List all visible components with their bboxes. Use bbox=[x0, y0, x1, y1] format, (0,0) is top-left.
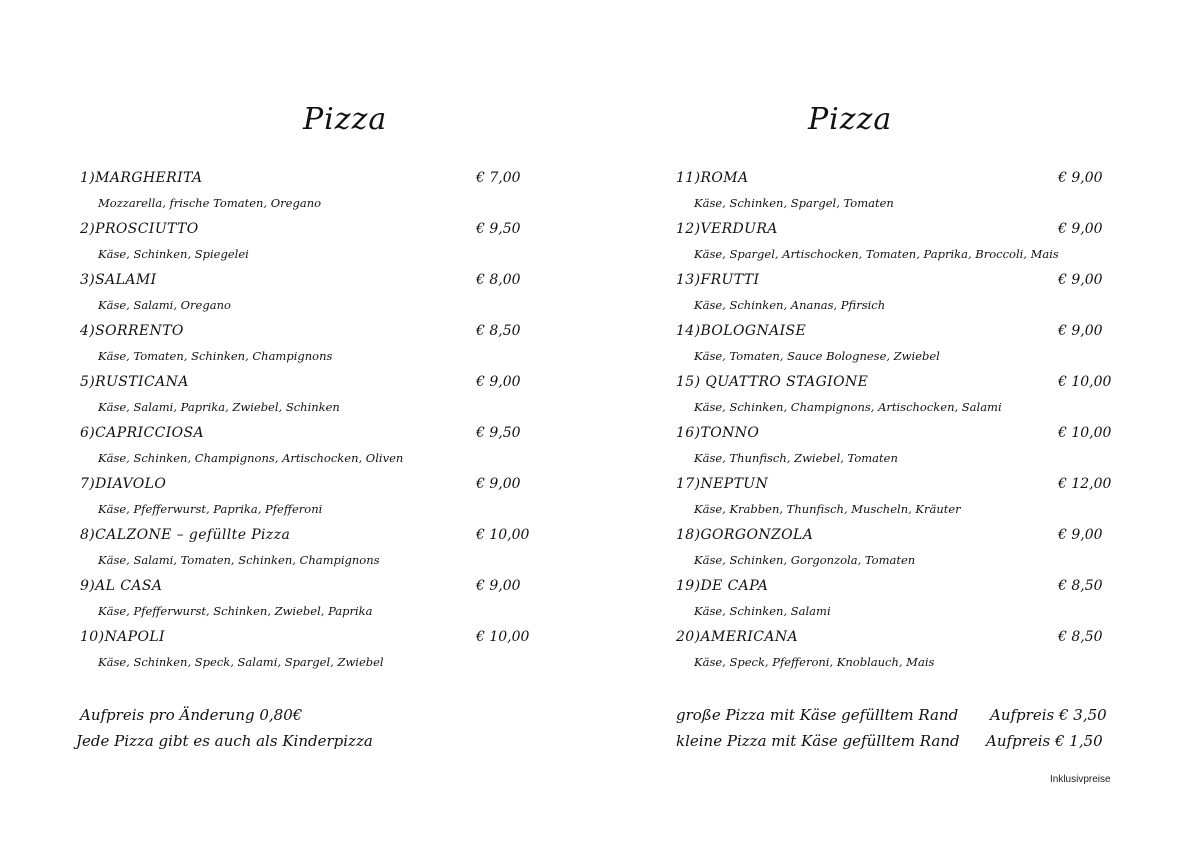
item-name: 11)ROMA bbox=[676, 170, 749, 186]
item-description: Käse, Schinken, Spiegelei bbox=[98, 247, 249, 261]
item-price: € 9,00 bbox=[1058, 527, 1103, 543]
item-price: € 8,50 bbox=[1058, 578, 1103, 594]
menu-item bbox=[80, 170, 580, 221]
item-description: Käse, Pfefferwurst, Paprika, Pfefferoni bbox=[98, 502, 323, 516]
menu-item bbox=[676, 425, 1196, 476]
menu-item bbox=[676, 323, 1196, 374]
item-description: Käse, Schinken, Ananas, Pfirsich bbox=[694, 298, 886, 312]
item-price: € 9,00 bbox=[1058, 323, 1103, 339]
item-name: 18)GORGONZOLA bbox=[676, 527, 814, 543]
item-name: 9)AL CASA bbox=[80, 578, 163, 594]
item-description: Käse, Tomaten, Schinken, Champignons bbox=[98, 349, 333, 363]
item-description: Käse, Krabben, Thunfisch, Muscheln, Kräuter bbox=[694, 502, 961, 516]
item-name: 7)DIAVOLO bbox=[80, 476, 167, 492]
menu-item bbox=[80, 629, 580, 680]
item-description: Käse, Spargel, Artischocken, Tomaten, Paprika, Broccoli, Mais bbox=[694, 247, 1059, 261]
menu-item bbox=[80, 374, 580, 425]
item-name: 6)CAPRICCIOSA bbox=[80, 425, 205, 441]
menu-item bbox=[80, 425, 580, 476]
item-price: € 9,00 bbox=[1058, 170, 1103, 186]
item-description: Käse, Thunfisch, Zwiebel, Tomaten bbox=[694, 451, 898, 465]
item-description: Käse, Salami, Tomaten, Schinken, Champignons bbox=[98, 553, 380, 567]
item-description: Käse, Salami, Paprika, Zwiebel, Schinken bbox=[98, 400, 340, 414]
item-name: 2)PROSCIUTTO bbox=[80, 221, 199, 237]
item-price: € 10,00 bbox=[1058, 425, 1112, 441]
small-stuffed-crust-price: Aufpreis € 1,50 bbox=[986, 732, 1103, 750]
modification-surcharge-note: Aufpreis pro Änderung 0,80€ bbox=[80, 706, 303, 724]
large-stuffed-crust-surcharge: große Pizza mit Käse gefülltem Rand bbox=[676, 706, 959, 724]
item-name: 12)VERDURA bbox=[676, 221, 778, 237]
inclusive-prices-note: Inklusivpreise bbox=[1050, 774, 1111, 785]
item-name: 14)BOLOGNAISE bbox=[676, 323, 807, 339]
item-price: € 8,50 bbox=[476, 323, 521, 339]
item-price: € 7,00 bbox=[476, 170, 521, 186]
item-description: Käse, Schinken, Spargel, Tomaten bbox=[694, 196, 894, 210]
item-price: € 9,50 bbox=[476, 221, 521, 237]
item-price: € 9,00 bbox=[1058, 272, 1103, 288]
item-name: 16)TONNO bbox=[676, 425, 760, 441]
item-name: 17)NEPTUN bbox=[676, 476, 769, 492]
menu-item bbox=[80, 476, 580, 527]
item-price: € 9,50 bbox=[476, 425, 521, 441]
item-name: 20)AMERICANA bbox=[676, 629, 798, 645]
left-menu-title: Pizza bbox=[303, 102, 388, 138]
item-description: Käse, Salami, Oregano bbox=[98, 298, 231, 312]
item-price: € 10,00 bbox=[476, 527, 530, 543]
item-price: € 10,00 bbox=[476, 629, 530, 645]
item-price: € 9,00 bbox=[476, 374, 521, 390]
item-description: Käse, Pfefferwurst, Schinken, Zwiebel, Paprika bbox=[98, 604, 373, 618]
item-name: 13)FRUTTI bbox=[676, 272, 760, 288]
item-price: € 8,00 bbox=[476, 272, 521, 288]
item-price: € 9,00 bbox=[1058, 221, 1103, 237]
menu-item bbox=[676, 374, 1196, 425]
item-description: Käse, Schinken, Gorgonzola, Tomaten bbox=[694, 553, 916, 567]
menu-item bbox=[80, 323, 580, 374]
item-name: 15) QUATTRO STAGIONE bbox=[676, 374, 869, 390]
item-name: 10)NAPOLI bbox=[80, 629, 165, 645]
menu-item bbox=[676, 221, 1196, 272]
menu-item bbox=[80, 221, 580, 272]
small-stuffed-crust-surcharge: kleine Pizza mit Käse gefülltem Rand bbox=[676, 732, 960, 750]
menu-item bbox=[676, 170, 1196, 221]
item-price: € 8,50 bbox=[1058, 629, 1103, 645]
item-description: Mozzarella, frische Tomaten, Oregano bbox=[98, 196, 322, 210]
menu-item bbox=[80, 272, 580, 323]
item-name: 19)DE CAPA bbox=[676, 578, 769, 594]
item-name: 5)RUSTICANA bbox=[80, 374, 189, 390]
item-name: 8)CALZONE – gefüllte Pizza bbox=[80, 527, 291, 543]
item-name: 1)MARGHERITA bbox=[80, 170, 203, 186]
item-description: Käse, Schinken, Champignons, Artischocken, Salami bbox=[694, 400, 1002, 414]
item-description: Käse, Schinken, Speck, Salami, Spargel, Zwiebel bbox=[98, 655, 384, 669]
item-price: € 9,00 bbox=[476, 476, 521, 492]
large-stuffed-crust-price: Aufpreis € 3,50 bbox=[990, 706, 1107, 724]
item-description: Käse, Speck, Pfefferoni, Knoblauch, Mais bbox=[694, 655, 935, 669]
item-description: Käse, Schinken, Salami bbox=[694, 604, 831, 618]
item-price: € 12,00 bbox=[1058, 476, 1112, 492]
menu-item bbox=[80, 527, 580, 578]
menu-item bbox=[676, 527, 1196, 578]
menu-item bbox=[676, 476, 1196, 527]
right-menu-column bbox=[600, 0, 1200, 848]
item-name: 4)SORRENTO bbox=[80, 323, 184, 339]
item-description: Käse, Schinken, Champignons, Artischocken, Oliven bbox=[98, 451, 404, 465]
item-price: € 9,00 bbox=[476, 578, 521, 594]
menu-item bbox=[676, 578, 1196, 629]
menu-item bbox=[676, 272, 1196, 323]
menu-item bbox=[676, 629, 1196, 680]
kids-pizza-note: Jede Pizza gibt es auch als Kinderpizza bbox=[76, 732, 373, 750]
item-price: € 10,00 bbox=[1058, 374, 1112, 390]
item-description: Käse, Tomaten, Sauce Bolognese, Zwiebel bbox=[694, 349, 940, 363]
menu-item bbox=[80, 578, 580, 629]
item-name: 3)SALAMI bbox=[80, 272, 157, 288]
right-menu-title: Pizza bbox=[808, 102, 893, 138]
